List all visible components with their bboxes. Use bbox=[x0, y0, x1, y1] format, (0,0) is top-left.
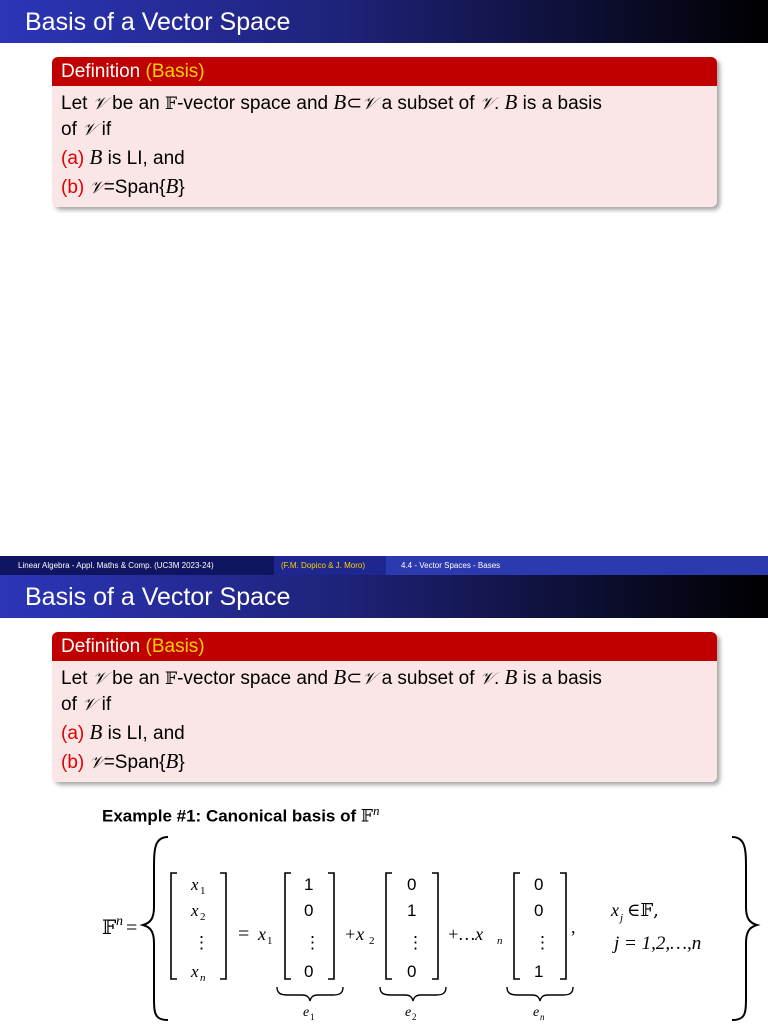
footer-bar bbox=[0, 556, 768, 575]
symbol-equals: = bbox=[103, 177, 115, 198]
symbol-V: 𝒱 bbox=[479, 94, 494, 114]
bracket-x-right bbox=[220, 873, 226, 979]
definition-label: Definition bbox=[61, 61, 141, 82]
item-b-label: (b) bbox=[61, 752, 85, 773]
lhs-n: n bbox=[116, 914, 123, 929]
example-title-F: 𝔽 bbox=[360, 806, 373, 827]
vec-x-entry-2: x bbox=[191, 901, 199, 920]
footer-course-section bbox=[0, 556, 274, 575]
underbrace-e1 bbox=[277, 987, 343, 1001]
text-period: . bbox=[493, 668, 505, 689]
coef-dots-xn: +…x bbox=[447, 924, 484, 944]
bracket-en-right bbox=[560, 873, 566, 979]
footer-section: 4.4 - Vector Spaces - Bases bbox=[401, 561, 501, 570]
en-sub: n bbox=[540, 1012, 545, 1022]
definition-line-1 bbox=[61, 89, 707, 117]
e2-entry-dots: ⋮ bbox=[407, 933, 424, 952]
symbol-V: 𝒱 bbox=[362, 669, 377, 689]
definition-line-2 bbox=[61, 117, 707, 143]
symbol-V: 𝒱 bbox=[82, 695, 97, 715]
symbol-subset: ⊂ bbox=[346, 93, 363, 114]
coef-x1-sub: 1 bbox=[267, 935, 273, 947]
text-be-an: be an bbox=[112, 93, 160, 114]
footer-authors-section bbox=[274, 556, 386, 575]
footer-course: Linear Algebra - Appl. Maths & Comp. (UC3M 2023-24) bbox=[18, 561, 214, 570]
symbol-B: B bbox=[165, 174, 179, 198]
definition-body bbox=[52, 86, 717, 207]
e1-entry-dots: ⋮ bbox=[304, 933, 321, 952]
lhs-equals: = bbox=[126, 917, 138, 939]
symbol-V: 𝒱 bbox=[92, 669, 107, 689]
symbol-close-brace: } bbox=[178, 752, 185, 773]
symbol-F: 𝔽 bbox=[164, 669, 178, 689]
e2-entry-2: 1 bbox=[407, 901, 417, 920]
symbol-B: B bbox=[333, 665, 347, 689]
symbol-B: B bbox=[165, 749, 179, 773]
text-is-a-basis: is a basis bbox=[522, 668, 602, 689]
symbol-close-brace: } bbox=[178, 177, 185, 198]
e2-entry-4: 0 bbox=[407, 962, 417, 981]
e1-sub: 1 bbox=[310, 1012, 315, 1022]
vec-x-sub-2: 2 bbox=[200, 911, 206, 923]
coef-xn-sub: n bbox=[497, 935, 503, 947]
coef-x1: x bbox=[258, 924, 266, 944]
bracket-e1-left bbox=[285, 873, 291, 979]
coef-x2-sub: 2 bbox=[369, 935, 375, 947]
text-of: of bbox=[61, 694, 77, 715]
text-subset-of: a subset of bbox=[381, 668, 475, 689]
canonical-basis-equation bbox=[0, 575, 768, 1024]
symbol-B: B bbox=[504, 665, 518, 689]
footer-authors: (F.M. Dopico & J. Moro) bbox=[281, 561, 366, 570]
text-if: if bbox=[101, 119, 112, 140]
symbol-V: 𝒱 bbox=[362, 94, 377, 114]
rhs-equals: = bbox=[238, 923, 250, 945]
e2-sub: 2 bbox=[412, 1012, 417, 1022]
e2-entry-1: 0 bbox=[407, 875, 417, 894]
item-b-label: (b) bbox=[61, 177, 85, 198]
vec-x-sub-1: 1 bbox=[200, 885, 206, 897]
text-vector-space: -vector space and bbox=[177, 668, 329, 689]
en-label: e bbox=[533, 1005, 540, 1020]
text-let: Let bbox=[61, 93, 88, 114]
item-a-label: (a) bbox=[61, 148, 85, 169]
en-entry-2: 0 bbox=[534, 901, 544, 920]
bracket-en-left bbox=[514, 873, 520, 979]
cond-x: x bbox=[611, 900, 619, 920]
e2-label: e bbox=[405, 1005, 412, 1020]
bracket-e2-left bbox=[386, 873, 392, 979]
example-title-text: Example #1: Canonical basis of bbox=[102, 806, 357, 826]
definition-name: (Basis) bbox=[145, 61, 205, 82]
vec-x-entry-1: x bbox=[191, 875, 199, 894]
text-let: Let bbox=[61, 668, 88, 689]
symbol-V: 𝒱 bbox=[89, 178, 104, 198]
item-a-text: is LI, and bbox=[107, 148, 185, 169]
big-right-brace bbox=[732, 837, 757, 1020]
definition-name: (Basis) bbox=[145, 636, 205, 657]
big-left-brace bbox=[143, 837, 168, 1020]
item-a-label: (a) bbox=[61, 723, 85, 744]
text-if: if bbox=[101, 694, 112, 715]
item-a bbox=[61, 143, 707, 172]
underbrace-e2 bbox=[380, 987, 446, 1001]
e1-entry-2: 0 bbox=[304, 901, 314, 920]
bracket-x-left bbox=[171, 873, 177, 979]
symbol-subset: ⊂ bbox=[346, 668, 363, 689]
text-span: Span{ bbox=[114, 752, 166, 773]
symbol-B: B bbox=[504, 90, 518, 114]
symbol-equals: = bbox=[103, 752, 115, 773]
symbol-B: B bbox=[89, 720, 103, 744]
coef-x2: +x bbox=[344, 924, 365, 944]
item-a-text: is LI, and bbox=[107, 723, 185, 744]
lhs-F: 𝔽 bbox=[102, 915, 117, 939]
symbol-V: 𝒱 bbox=[89, 753, 104, 773]
text-of: of bbox=[61, 119, 77, 140]
definition-header bbox=[52, 57, 717, 86]
text-span: Span{ bbox=[114, 177, 166, 198]
cond-j-range: j = 1,2,…,n bbox=[614, 933, 702, 954]
text-period: . bbox=[493, 93, 505, 114]
definition-block bbox=[52, 57, 717, 207]
bracket-e1-right bbox=[328, 873, 334, 979]
symbol-V: 𝒱 bbox=[82, 120, 97, 140]
cond-x-sub: j bbox=[620, 912, 624, 924]
text-subset-of: a subset of bbox=[381, 93, 475, 114]
footer-section-section bbox=[386, 556, 768, 575]
comma: , bbox=[571, 917, 576, 937]
symbol-V: 𝒱 bbox=[479, 669, 494, 689]
bracket-e2-right bbox=[432, 873, 438, 979]
vec-x-entry-n: x bbox=[191, 962, 199, 981]
en-entry-dots: ⋮ bbox=[534, 933, 551, 952]
en-entry-4: 1 bbox=[534, 962, 544, 981]
text-is-a-basis: is a basis bbox=[522, 93, 602, 114]
e1-label: e bbox=[303, 1005, 310, 1020]
slide-2 bbox=[0, 575, 768, 1024]
underbrace-en bbox=[507, 987, 573, 1001]
vec-x-sub-n: n bbox=[200, 972, 206, 984]
definition-label: Definition bbox=[61, 636, 141, 657]
slide-title: Basis of a Vector Space bbox=[25, 583, 291, 611]
title-bar bbox=[0, 0, 768, 43]
en-entry-1: 0 bbox=[534, 875, 544, 894]
symbol-V: 𝒱 bbox=[92, 94, 107, 114]
text-be-an: be an bbox=[112, 668, 160, 689]
vec-x-entry-dots: ⋮ bbox=[193, 933, 210, 952]
example-title-n: n bbox=[372, 803, 380, 818]
e1-entry-1: 1 bbox=[304, 875, 314, 894]
slide-title: Basis of a Vector Space bbox=[25, 8, 291, 36]
text-vector-space: -vector space and bbox=[177, 93, 329, 114]
symbol-F: 𝔽 bbox=[164, 94, 178, 114]
e1-entry-4: 0 bbox=[304, 962, 314, 981]
item-b bbox=[61, 172, 707, 201]
symbol-B: B bbox=[333, 90, 347, 114]
symbol-B: B bbox=[89, 145, 103, 169]
cond-in-F: ∈𝔽, bbox=[627, 900, 659, 921]
